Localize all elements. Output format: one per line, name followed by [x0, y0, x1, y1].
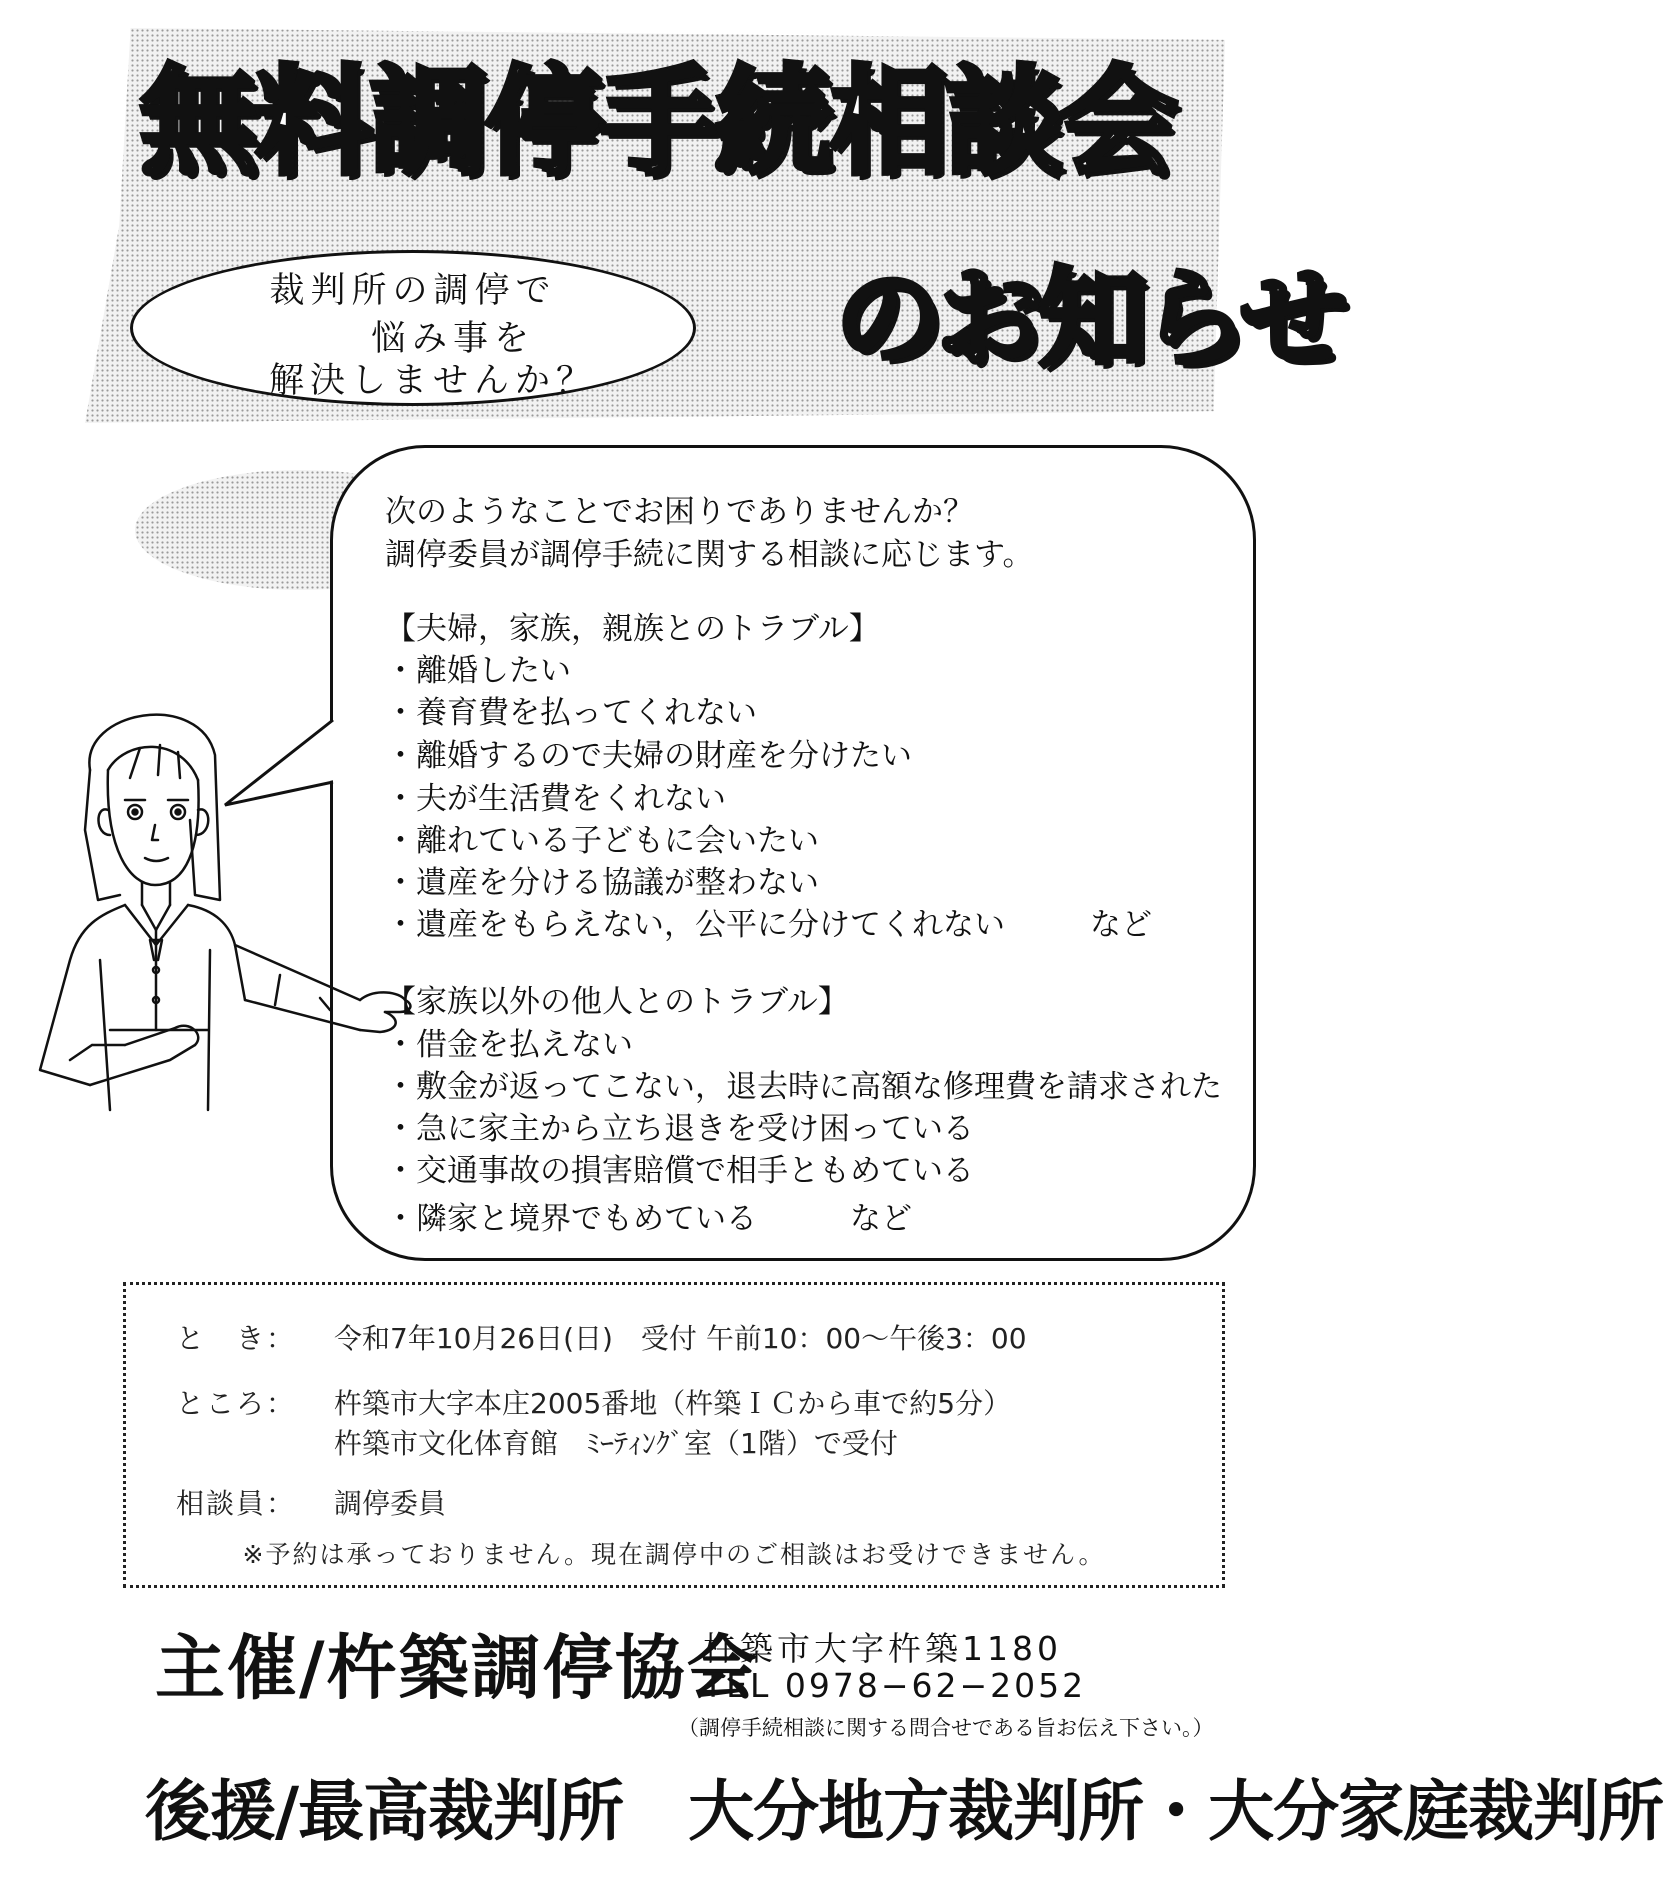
- etc-label-family: など: [1090, 907, 1152, 943]
- list-item: ・夫が生活費をくれない: [385, 781, 726, 817]
- list-item: ・急に家主から立ち退きを受け困っている: [385, 1111, 974, 1147]
- tagline-line-2: 悩み事を: [370, 319, 535, 359]
- list-item: ・離婚するので夫婦の財産を分けたい: [385, 738, 912, 774]
- section-heading-others: 【家族以外の他人とのトラブル】: [385, 984, 849, 1020]
- person-illustration: [30, 700, 430, 1110]
- section-heading-family: 【夫婦，家族，親族とのトラブル】: [385, 611, 880, 647]
- event-info-box: [123, 1282, 1225, 1588]
- consultant-label: 相談員：: [176, 1487, 297, 1520]
- organizer-note: （調停手続相談に関する問合せである旨お伝え下さい。）: [678, 1716, 1214, 1740]
- organizer-tel: TEL 0978−62−2052: [703, 1666, 1087, 1705]
- intro-line-2: 調停委員が調停手続に関する相談に応じます。: [385, 537, 1034, 573]
- list-item: ・敷金が返ってこない，退去時に高額な修理費を請求された: [385, 1069, 1222, 1105]
- list-item: ・交通事故の損害賠償で相手ともめている: [385, 1153, 974, 1189]
- list-item: ・離婚したい: [385, 653, 571, 689]
- sponsor-line: 後援/最高裁判所 大分地方裁判所・大分家庭裁判所: [145, 1773, 1663, 1850]
- main-title: 無料調停手続相談会: [140, 53, 1176, 191]
- list-item: ・離れている子どもに会いたい: [385, 823, 819, 859]
- list-item: ・養育費を払ってくれない: [385, 695, 757, 731]
- list-item: ・借金を払えない: [385, 1027, 633, 1063]
- where-label: ところ：: [176, 1387, 297, 1420]
- where-value-1: 杵築市大字本庄2005番地（杵築ＩＣから車で約5分）: [334, 1387, 1012, 1420]
- when-value: 令和7年10月26日(日) 受付 午前10：00～午後3：00: [334, 1322, 1027, 1355]
- organizer-name: 主催/杵築調停協会: [155, 1627, 759, 1709]
- organizer-address: 杵築市大字杵築1180: [703, 1629, 1062, 1668]
- etc-label-others: など: [850, 1201, 912, 1237]
- tagline-oval: [130, 250, 696, 406]
- reservation-notice: ※予約は承っておりません。現在調停中のご相談はお受けできません。: [242, 1540, 1106, 1569]
- when-label: と き：: [176, 1322, 297, 1355]
- intro-line-1: 次のようなことでお困りでありませんか？: [385, 494, 974, 530]
- list-item: ・遺産をもらえない，公平に分けてくれない: [385, 907, 1005, 943]
- where-value-2: 杵築市文化体育館 ﾐｰﾃｨﾝｸﾞ室（1階）で受付: [334, 1427, 898, 1460]
- list-item: ・遺産を分ける協議が整わない: [385, 865, 819, 901]
- tagline-line-1: 裁判所の調停で: [269, 271, 557, 311]
- tagline-line-3: 解決しませんか？: [268, 361, 597, 401]
- consultant-value: 調停委員: [334, 1487, 447, 1520]
- list-item: ・隣家と境界でもめている: [385, 1201, 757, 1237]
- sub-title: のお知らせ: [835, 257, 1342, 382]
